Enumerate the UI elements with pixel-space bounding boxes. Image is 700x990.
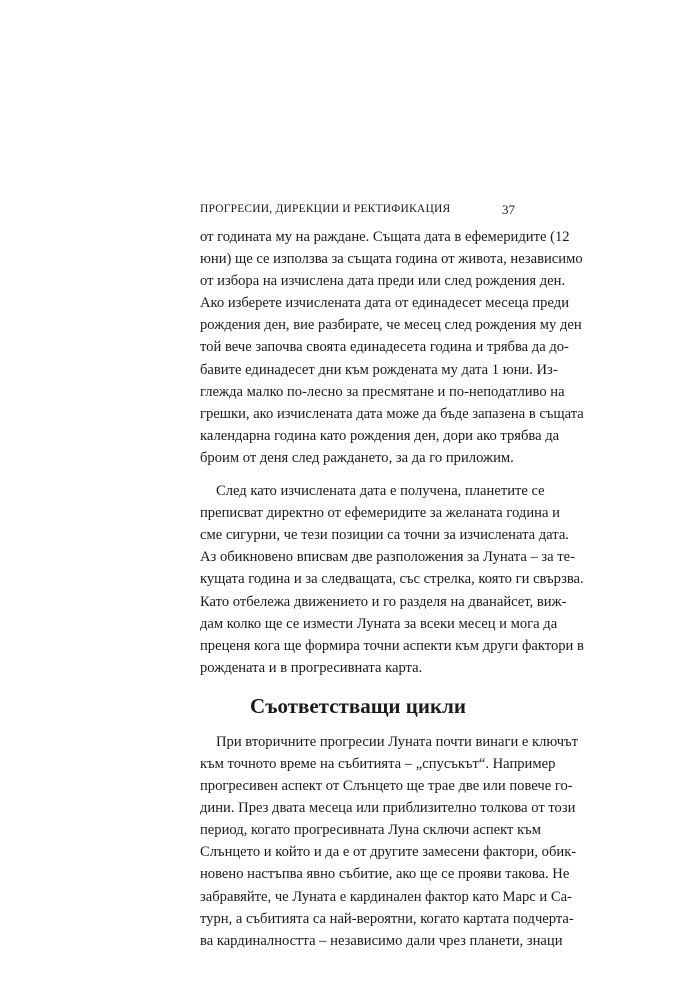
text-line: от годината му на раждане. Същата дата в ефемеридите (12	[200, 229, 570, 245]
text-line: преценя кога ще формира точни аспекти към други фактори в	[200, 637, 584, 654]
text-line: рождения ден, вие разбирате, че месец след рождения му ден	[200, 317, 582, 334]
text-line: от избора на изчислена дата преди или след рождения ден.	[200, 273, 566, 290]
text-line: календарна година като рождения ден, дори ако трябва да	[200, 427, 560, 444]
text-line: грешки, ако изчислената дата може да бъде запазена в същата	[200, 405, 584, 422]
text-line: дам колко ще се измести Луната за всеки месец и мога да	[200, 615, 558, 632]
text-line: рождената и в прогресивната карта.	[200, 659, 423, 676]
running-title: ПРОГРЕСИИ, ДИРЕКЦИИ И РЕКТИФИКАЦИЯ	[200, 203, 451, 215]
text-line: новено настъпва явно събитие, ако ще се прояви такова. Не	[200, 866, 570, 883]
text-line: бавите единадесет дни към рождената му дата 1 юни. Из-	[200, 361, 558, 378]
text-line: Ако изберете изчислената дата от единадесет месеца преди	[200, 295, 569, 312]
text-line: ва кардиналността – независимо дали чрез планети, знаци	[200, 932, 563, 949]
text-line: броим от деня след раждането, за да го приложим.	[200, 449, 514, 466]
text-line: юни) ще се използва за същата година от живота, независимо	[200, 251, 583, 268]
paragraph-spacer	[200, 469, 516, 480]
text-line: кущата година и за следващата, със стрелка, която ги свързва.	[200, 571, 584, 588]
text-line: глежда малко по-лесно за пресмятане и по-неподатливо на	[200, 383, 565, 400]
text-line: Аз обикновено вписвам две разположения за Луната – за те-	[200, 549, 576, 566]
text-line: забравяйте, че Луната е кардинален фактор като Марс и Са-	[200, 888, 572, 905]
page-number: 37	[502, 202, 515, 217]
text-line: При вторичните прогресии Луната почти винаги е ключът	[216, 733, 579, 750]
text-line: към точното време на събитията – „спусъкът“. Например	[200, 755, 556, 772]
running-head	[200, 203, 515, 223]
text-line: сме сигурни, че тези позиции са точни за изчислената дата.	[200, 527, 569, 544]
text-line: След като изчислената дата е получена, планетите се	[216, 483, 545, 500]
paragraph-1	[200, 226, 584, 469]
paragraph-3	[200, 731, 579, 952]
text-line: период, когато прогресивната Луна сключи аспект към	[200, 822, 541, 839]
text-line: той вече започва своята единадесета година и трябва да до-	[200, 339, 569, 356]
paragraph-2	[200, 480, 584, 679]
text-line: дини. През двата месеца или приблизително толкова от този	[200, 800, 576, 817]
text-line: прогресивен аспект от Слънцето ще трае две или повече го-	[200, 778, 573, 795]
text-line: преписват директно от ефемеридите за желаната година и	[200, 505, 560, 522]
text-line: турн, а събитията са най-вероятни, когато картата подчерта-	[200, 910, 574, 927]
body-text	[200, 226, 584, 952]
text-line: Като отбележа движението и го разделя на дванайсет, виж-	[200, 593, 567, 610]
text-line: Слънцето и който и да е от другите замесени фактори, обик-	[200, 844, 577, 861]
section-heading: Съответстващи цикли	[250, 693, 466, 718]
